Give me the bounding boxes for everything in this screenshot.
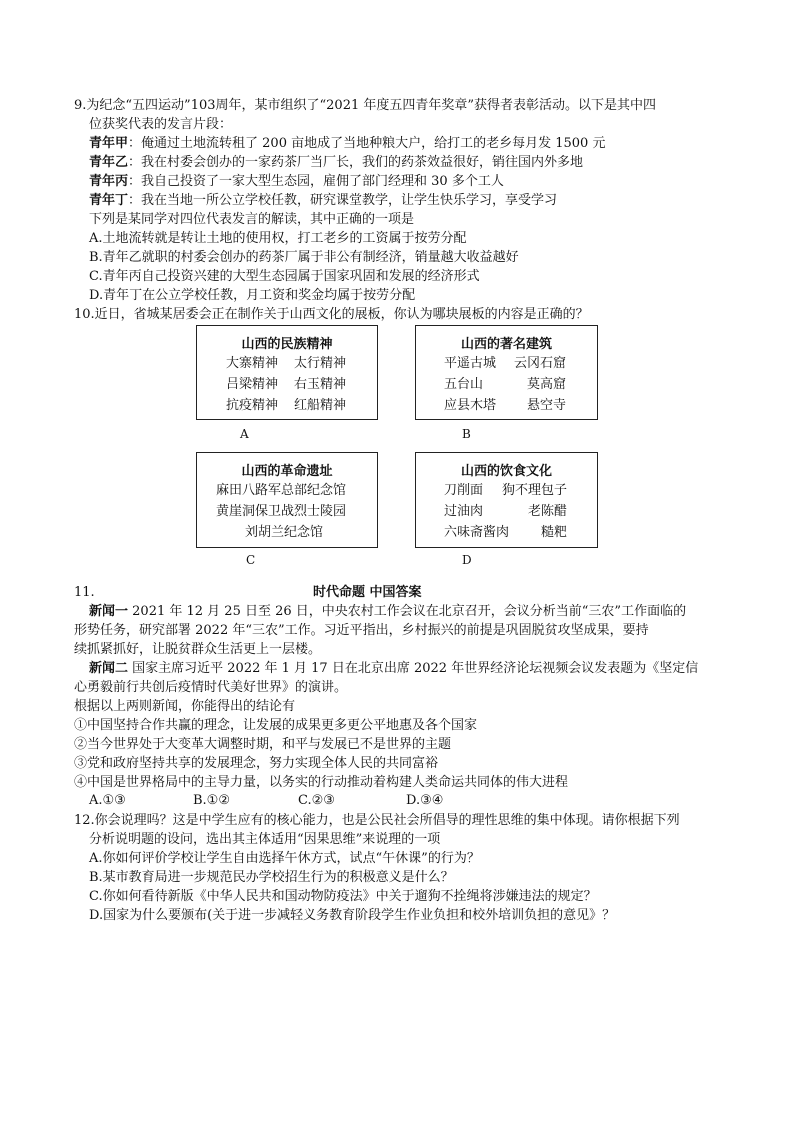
news2-text: 国家主席习近平 2022 年 1 月 17 日在北京出席 2022 年世界经济论坛视频会议发表题为《坚定信 bbox=[128, 661, 699, 676]
board-item: 抗疫精神 bbox=[226, 398, 279, 413]
q9-option-a: A.土地流转就是转让土地的使用权，打工老乡的工资属于按劳分配 bbox=[89, 231, 467, 246]
q12-option-a: A.你如何评价学校让学生自由选择午休方式，试点“午休课”的行为？ bbox=[89, 851, 480, 866]
q9-option-d: D.青年丁在公立学校任教，月工资和奖金均属于按劳分配 bbox=[89, 288, 416, 303]
q11-choice-b: B.①② bbox=[193, 793, 230, 808]
q11-choice-a: A.①③ bbox=[89, 793, 126, 808]
board-title: 山西的革命遗址 bbox=[241, 464, 333, 479]
q9-speaker-bing bbox=[89, 173, 504, 191]
board-item: 右玉精神 bbox=[294, 377, 347, 392]
board-d-label: D bbox=[462, 553, 472, 567]
board-title: 山西的饮食文化 bbox=[460, 464, 552, 479]
q9-speaker-jia bbox=[89, 135, 605, 153]
q11-statement-1: ①中国坚持合作共赢的理念，让发展的成果更多更公平地惠及各个国家 bbox=[74, 718, 478, 733]
board-item: 五台山 bbox=[444, 377, 484, 392]
q11-title: 时代命题 中国答案 bbox=[313, 585, 422, 600]
board-item: 大寨精神 bbox=[226, 356, 279, 371]
board-a-label: A bbox=[240, 427, 249, 441]
board-title: 山西的著名建筑 bbox=[460, 337, 552, 352]
board-item: 平遥古城 bbox=[444, 356, 497, 371]
board-item: 应县木塔 bbox=[444, 398, 497, 413]
board-item: 云冈石窟 bbox=[514, 356, 567, 371]
q9-prompt: 下列是某同学对四位代表发言的解读，其中正确的一项是 bbox=[89, 212, 415, 227]
q11-news2-line2: 心勇毅前行共创后疫情时代美好世界》的演讲。 bbox=[74, 680, 348, 695]
board-b bbox=[415, 325, 598, 420]
news1-text: 2021 年 12 月 25 日至 26 日，中央农村工作会议在北京召开，会议分析当前“三农”工作面临的 bbox=[128, 604, 687, 619]
q11-statement-2: ②当今世界处于大变革大调整时期，和平与发展已不是世界的主题 bbox=[74, 737, 452, 752]
q12-option-d: D.国家为什么要颁布(关于进一步减轻义务教育阶段学生作业负担和校外培训负担的意见》？ bbox=[89, 908, 616, 923]
board-b-label: B bbox=[462, 427, 471, 441]
board-item: 六味斋酱肉 bbox=[444, 525, 510, 540]
q12-stem-line2: 分析说明题的设问，选出其主体适用“因果思维”来说理的一项 bbox=[89, 832, 441, 847]
q9-speaker-ding bbox=[89, 192, 557, 210]
q11-prompt: 根据以上两则新闻，你能得出的结论有 bbox=[74, 699, 296, 714]
board-c-label: C bbox=[246, 553, 256, 567]
speaker-text: ：我自己投资了一家大型生态园，雇佣了部门经理和 30 多个工人 bbox=[128, 174, 504, 189]
q12-stem-line1: 12.你会说理吗？这是中学生应有的核心能力，也是公民社会所倡导的理性思维的集中体现。请你根据下列 bbox=[74, 813, 680, 828]
q11-choice-c: C.②③ bbox=[298, 793, 335, 808]
q10-stem: 10.近日，省城某居委会正在制作关于山西文化的展板，你认为哪块展板的内容是正确的？ bbox=[74, 307, 589, 322]
q11-choice-d: D.③④ bbox=[406, 793, 444, 808]
speaker-text: ：我在当地一所公立学校任教，研究课堂教学，让学生快乐学习，享受学习 bbox=[128, 193, 558, 208]
speaker-name: 青年甲 bbox=[89, 136, 129, 151]
speaker-name: 青年乙 bbox=[89, 155, 129, 170]
q9-stem-line2: 位获奖代表的发言片段： bbox=[89, 117, 233, 132]
speaker-name: 青年丁 bbox=[89, 193, 129, 208]
board-a bbox=[196, 325, 378, 420]
board-item: 麻田八路军总部纪念馆 bbox=[216, 483, 347, 498]
q12-option-c: C.你如何看待新版《中华人民共和国动物防疫法》中关于遛狗不拴绳将涉嫌违法的规定？ bbox=[89, 889, 597, 904]
news2-label: 新闻二 bbox=[89, 661, 129, 676]
board-item: 刘胡兰纪念馆 bbox=[245, 525, 324, 540]
q11-news2-line1 bbox=[89, 660, 698, 678]
q11-news1-line2: 形势任务，研究部署 2022 年“三农”工作。习近平指出，乡村振兴的前提是巩固脱贫攻坚成果，要持 bbox=[74, 623, 649, 638]
board-item: 红船精神 bbox=[294, 398, 347, 413]
board-item: 狗不理包子 bbox=[502, 483, 568, 498]
q11-statement-4: ④中国是世界格局中的主导力量，以务实的行动推动着构建人类命运共同体的伟大进程 bbox=[74, 775, 569, 790]
speaker-text: ：我在村委会创办的一家药茶厂当厂长，我们的药茶效益很好，销往国内外多地 bbox=[128, 155, 584, 170]
board-item: 糙粑 bbox=[541, 525, 568, 540]
q9-option-c: C.青年丙自己投资兴建的大型生态园属于国家巩固和发展的经济形式 bbox=[89, 269, 480, 284]
board-c bbox=[196, 452, 378, 548]
q9-option-b: B.青年乙就职的村委会创办的药茶厂属于非公有制经济，销量越大收益越好 bbox=[89, 250, 519, 265]
board-item: 吕梁精神 bbox=[226, 377, 279, 392]
board-item: 老陈醋 bbox=[528, 504, 568, 519]
board-item: 悬空寺 bbox=[527, 398, 567, 413]
board-title: 山西的民族精神 bbox=[241, 337, 333, 352]
board-item: 过油肉 bbox=[444, 504, 484, 519]
q11-number: 11. bbox=[74, 585, 95, 600]
board-item: 刀削面 bbox=[444, 483, 484, 498]
q11-news1-line3: 续抓紧抓好，让脱贫群众生活更上一层楼。 bbox=[74, 642, 322, 657]
q12-option-b: B.某市教育局进一步规范民办学校招生行为的积极意义是什么？ bbox=[89, 870, 454, 885]
q9-stem-line1: 9.为纪念“五四运动”103周年，某市组织了“2021 年度五四青年奖章”获得者表彰活动。以下是其中四 bbox=[74, 98, 657, 113]
speaker-text: ：俺通过土地流转租了 200 亩地成了当地种粮大户，给打工的老乡每月发 1500 元 bbox=[128, 136, 606, 151]
q11-news1-line1 bbox=[89, 603, 686, 621]
news1-label: 新闻一 bbox=[89, 604, 129, 619]
q11-statement-3: ③党和政府坚持共享的发展理念，努力实现全体人民的共同富裕 bbox=[74, 756, 439, 771]
speaker-name: 青年丙 bbox=[89, 174, 129, 189]
board-d bbox=[415, 452, 598, 548]
q9-speaker-yi bbox=[89, 154, 583, 172]
board-item: 黄崖洞保卫战烈士陵园 bbox=[216, 504, 347, 519]
board-item: 太行精神 bbox=[294, 356, 347, 371]
board-item: 莫高窟 bbox=[527, 377, 567, 392]
